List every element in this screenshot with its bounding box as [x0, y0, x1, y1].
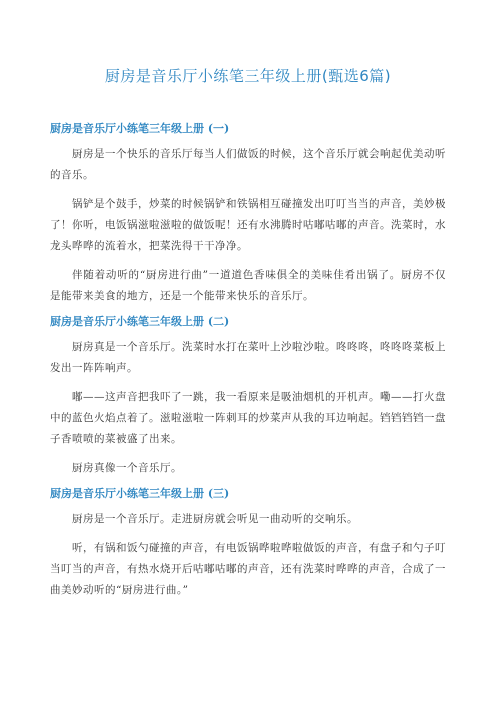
paragraph: 听，有锅和饭勺碰撞的声音，有电饭锅哗啦哗啦做饭的声音，有盘子和勺子叮当叮当的声音，有热水烧开后咕嘟咕嘟的声音，还有洗菜时哗哗的声音，合成了一曲美妙动听的“厨房进行曲。” [50, 542, 446, 596]
paragraph: 厨房真是一个音乐厅。洗菜时水打在菜叶上沙啦沙啦。咚咚咚，咚咚咚菜板上发出一阵阵响声。 [50, 341, 446, 374]
paragraph: 嘟——这声音把我吓了一跳，我一看原来是吸油烟机的开机声。嘞——打火盘中的蓝色火焰点着了。滋啦滋啦一阵刺耳的炒菜声从我的耳边响起。铛铛铛铛一盘子香喷喷的菜被盛了出来。 [50, 391, 446, 445]
section-2 [50, 315, 446, 479]
paragraph: 伴随着动听的“厨房进行曲”一道道色香味俱全的美味佳肴出锅了。厨房不仅是能带来美食的地方，还是一个能带来快乐的音乐厅。 [50, 269, 446, 302]
paragraph: 厨房是一个音乐厅。走进厨房就会听见一曲动听的交响乐。 [72, 513, 358, 525]
document-body [50, 122, 446, 601]
paragraph: 厨房是一个快乐的音乐厅每当人们做饭的时候，这个音乐厅就会响起优美动听的音乐。 [50, 148, 446, 181]
document-title: 厨房是音乐厅小练笔三年级上册(甄选6篇) [104, 67, 392, 85]
paragraph: 厨房真像一个音乐厅。 [72, 462, 182, 474]
section-heading: 厨房是音乐厅小练笔三年级上册 (一) [50, 122, 230, 135]
paragraph: 锅铲是个鼓手，炒菜的时候锅铲和铁锅相互碰撞发出叮叮当当的声音，美妙极了！你听，电饭锅滋啦滋啦的做饭呢！还有水沸腾时咕嘟咕嘟的声音。洗菜时，水龙头哗哗的流着水，把菜洗得干干净净。 [50, 198, 446, 252]
section-3 [50, 487, 446, 601]
section-heading: 厨房是音乐厅小练笔三年级上册 (二) [50, 315, 230, 328]
section-heading: 厨房是音乐厅小练笔三年级上册 (三) [50, 487, 230, 500]
section-1 [50, 122, 446, 307]
